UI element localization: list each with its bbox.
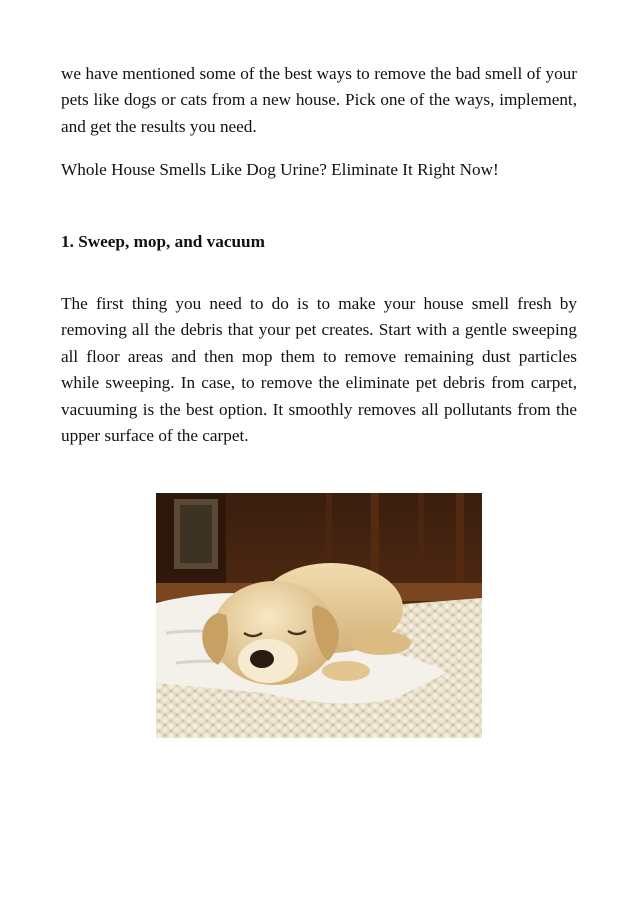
section-heading: 1. Sweep, mop, and vacuum (61, 232, 265, 251)
intro-paragraph: we have mentioned some of the best ways to remove the bad smell of your pets like dogs or cats from a new house. Pick one of the ways, implement, and get the results you need. (61, 64, 577, 136)
body-paragraph: The first thing you need to do is to make your house smell fresh by removing all the debris that your pet creates. Start with a gentle sweeping all floor areas and then mop them to remove remaining dust particles while sweeping. In case, to remove the eliminate pet debris from carpet, vacuuming is the best option. It smoothly removes all pollutants from the upper surface of the carpet. (61, 294, 577, 446)
related-article-line: Whole House Smells Like Dog Urine? Eliminate It Right Now! (61, 160, 499, 179)
puppy-photo (156, 493, 482, 738)
